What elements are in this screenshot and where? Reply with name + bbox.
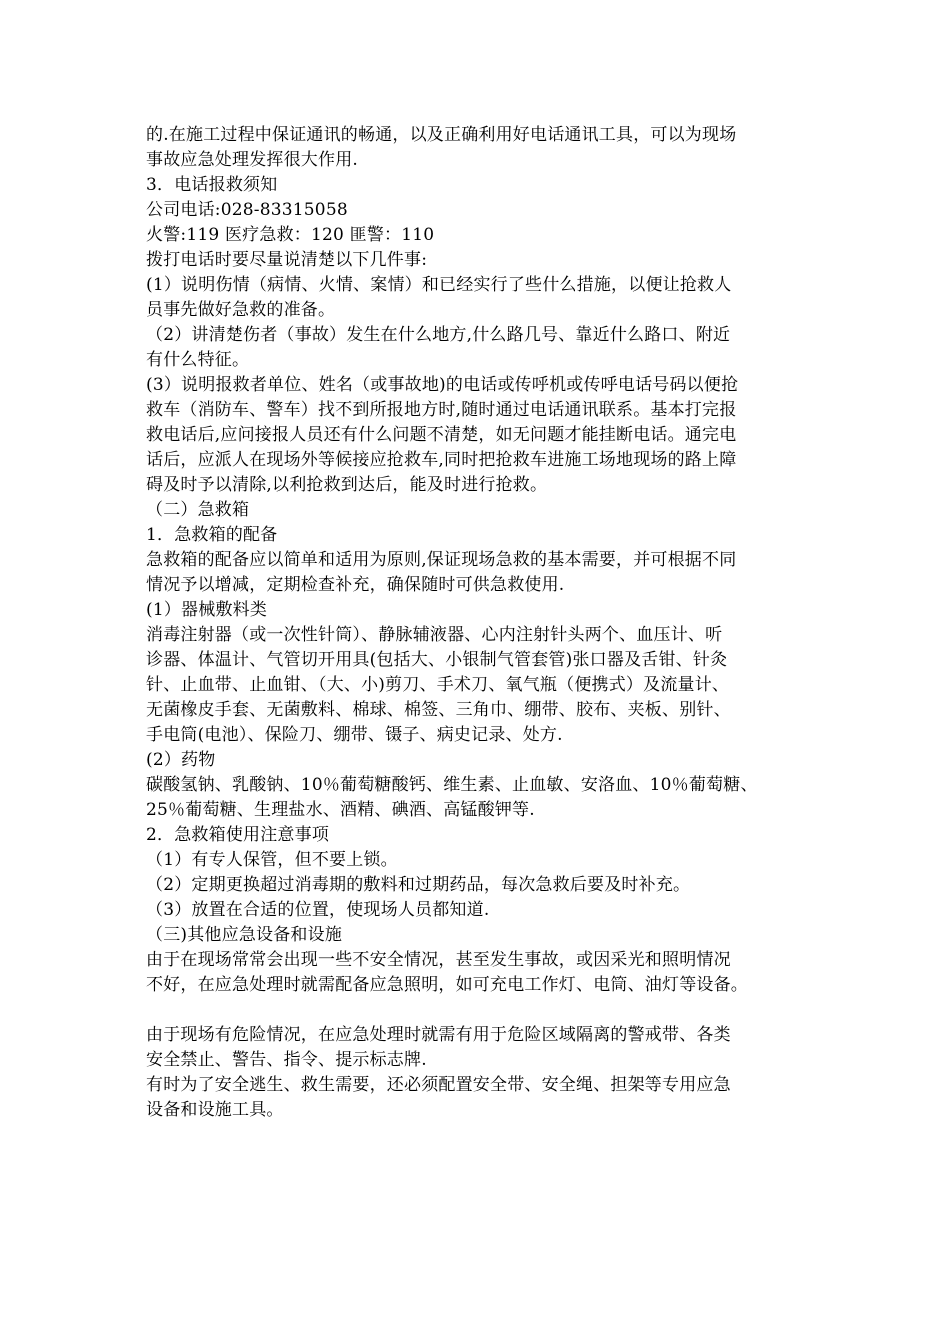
text-line: 公司电话:028-83315058: [146, 200, 348, 220]
text-line: 消毒注射器（或一次性针筒）、静脉辅液器、心内注射针头两个、血压计、听: [146, 625, 723, 645]
text-line: （三)其他应急设备和设施: [146, 925, 343, 945]
text-line: 碍及时予以清除,以利抢救到达后，能及时进行抢救。: [146, 475, 548, 495]
text-line: 设备和设施工具。: [146, 1100, 284, 1120]
text-line: 不好，在应急处理时就需配备应急照明，如可充电工作灯、电筒、油灯等设备。: [146, 975, 748, 995]
text-line: 2．急救箱使用注意事项: [146, 825, 330, 845]
text-line: 事故应急处理发挥很大作用.: [146, 150, 359, 170]
text-line: (3）说明报救者单位、姓名（或事故地)的电话或传呼机或传呼电话号码以便抢: [146, 375, 739, 395]
text-line: 碳酸氢钠、乳酸钠、10％葡萄糖酸钙、维生素、止血敏、安洛血、10％葡萄糖、: [146, 775, 758, 795]
text-line: 针、止血带、止血钳、（大、小)剪刀、手术刀、氧气瓶（便携式）及流量计、: [146, 675, 730, 695]
text-line: 3．电话报救须知: [146, 175, 278, 195]
text-line: 有什么特征。: [146, 350, 250, 370]
text-line: 救电话后,应问接报人员还有什么问题不清楚，如无问题才能挂断电话。通完电: [146, 425, 737, 445]
text-line: 火警:119 医疗急救：120 匪警：110: [146, 225, 435, 245]
text-line: 的.在施工过程中保证通讯的畅通，以及正确利用好电话通讯工具，可以为现场: [146, 125, 737, 145]
text-line: (2）药物: [146, 750, 216, 770]
text-line: 由于在现场常常会出现一些不安全情况，甚至发生事故，或因采光和照明情况: [146, 950, 731, 970]
text-line: 急救箱的配备应以简单和适用为原则,保证现场急救的基本需要，并可根据不同: [146, 550, 737, 570]
document-body: [146, 123, 826, 1123]
text-line: 手电筒(电池）、保险刀、绷带、镊子、病史记录、处方.: [146, 725, 563, 745]
text-line: 员事先做好急救的准备。: [146, 300, 336, 320]
text-line: （3）放置在合适的位置，使现场人员都知道.: [146, 900, 490, 920]
text-line: 有时为了安全逃生、救生需要，还必须配置安全带、安全绳、担架等专用应急: [146, 1075, 731, 1095]
text-line: 1．急救箱的配备: [146, 525, 278, 545]
text-line: 拨打电话时要尽量说清楚以下几件事:: [146, 250, 428, 270]
text-line: 救车（消防车、警车）找不到所报地方时,随时通过电话通讯联系。基本打完报: [146, 400, 737, 420]
text-line: 安全禁止、警告、指令、提示标志牌.: [146, 1050, 427, 1070]
text-line: （二）急救箱: [146, 500, 250, 520]
text-line: (1）说明伤情（病情、火情、案情）和已经实行了些什么措施，以便让抢救人: [146, 275, 732, 295]
text-line: (1）器械敷料类: [146, 600, 268, 620]
text-line: 诊器、体温计、气管切开用具(包括大、小银制气管套管)张口器及舌钳、针灸: [146, 650, 728, 670]
text-line: 由于现场有危险情况，在应急处理时就需有用于危险区域隔离的警戒带、各类: [146, 1025, 731, 1045]
text-line: （2）讲清楚伤者（事故）发生在什么地方,什么路几号、靠近什么路口、附近: [146, 325, 731, 345]
text-line: 无菌橡皮手套、无菌敷料、棉球、棉签、三角巾、绷带、胶布、夹板、别针、: [146, 700, 731, 720]
text-line: 话后，应派人在现场外等候接应抢救车,同时把抢救车进施工场地现场的路上障: [146, 450, 737, 470]
blank-line: [146, 998, 826, 1023]
text-line: 情况予以增减，定期检查补充，确保随时可供急救使用.: [146, 575, 565, 595]
text-line: 25％葡萄糖、生理盐水、酒精、碘酒、高锰酸钾等.: [146, 800, 535, 820]
text-line: （2）定期更换超过消毒期的敷料和过期药品，每次急救后要及时补充。: [146, 875, 691, 895]
text-line: （1）有专人保管，但不要上锁。: [146, 850, 398, 870]
